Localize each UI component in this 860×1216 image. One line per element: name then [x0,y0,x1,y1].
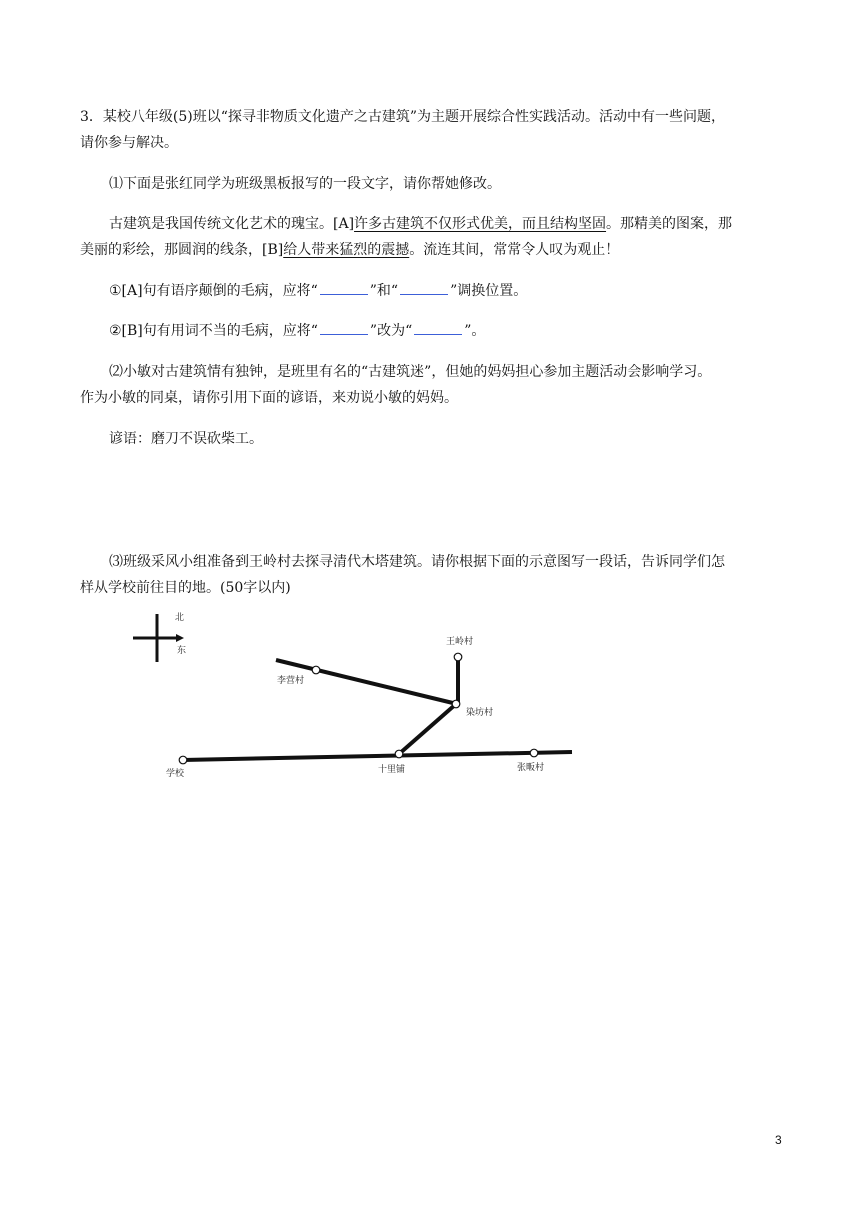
route-map [0,600,860,800]
passage-line-1 [109,215,732,234]
q1-text: ”调换位置。 [450,283,528,299]
q2-text: ②[B]句有用词不当的毛病，应将“ [109,323,318,339]
answer-blank-3[interactable] [320,322,368,335]
part2-line-1: ⑵小敏对古建筑情有独钟，是班里有名的“古建筑迷”，但她的妈妈担心参加主题活动会影响学习。 [109,364,712,380]
q2-text: ”改为“ [369,323,413,339]
stop-school [179,756,187,764]
label-school: 学校 [166,769,185,779]
subquestion-1 [109,282,527,301]
label-liying: 李营村 [277,676,305,686]
proverb: 谚语：磨刀不误砍柴工。 [109,431,263,447]
passage-text: 。那精美的图案，那 [606,216,733,232]
part3-line-2: 样从学校前往目的地。(50字以内) [80,580,291,596]
answer-blank-4[interactable] [414,322,462,335]
answer-blank-2[interactable] [400,282,448,295]
q1-text: ”和“ [369,283,399,299]
intro-line-1: 3．某校八年级(5)班以“探寻非物质文化遗产之古建筑”为主题开展综合性实践活动。活动中有一些问题， [80,109,726,125]
part3-line-1: ⑶班级采风小组准备到王岭村去探寻清代木塔建筑。请你根据下面的示意图写一段话，告诉同学们怎 [109,554,725,570]
stop-liying [312,666,320,674]
stop-wangling [454,653,462,661]
intro-line-2: 请你参与解决。 [80,135,178,151]
q1-text: ①[A]句有语序颠倒的毛病，应将“ [109,283,318,299]
label-shilipu: 十里铺 [378,765,406,775]
part2-line-2: 作为小敏的同桌，请你引用下面的谚语，来劝说小敏的妈妈。 [80,390,458,406]
passage-line-2 [80,241,619,260]
road-ranfang-shilipu [399,704,456,754]
passage-text: 。流连其间，常常令人叹为观止！ [409,242,620,258]
label-ranfang: 染坊村 [466,708,494,718]
answer-blank-1[interactable] [320,282,368,295]
compass [133,611,186,662]
part1-heading: ⑴下面是张红同学为班级黑板报写的一段文字，请你帮她修改。 [109,176,501,192]
label-zhangfan: 张畈村 [517,763,545,773]
sentence-b-underlined: 给人带来猛烈的震撼 [283,242,410,258]
q2-text: ”。 [464,323,486,339]
stop-zhangfan [530,749,538,757]
stop-shilipu [395,750,403,758]
passage-text: 美丽的彩绘，那圆润的线条，[B] [80,242,284,258]
passage-text: 古建筑是我国传统文化艺术的瑰宝。[A] [109,216,355,232]
road-school-east [183,752,572,760]
label-wangling: 王岭村 [446,637,474,647]
page-number: 3 [775,1133,782,1147]
compass-east-label: 东 [177,646,187,656]
roads [183,657,572,760]
sentence-a-underlined: 许多古建筑不仅形式优美，而且结构坚固 [354,216,607,232]
stop-ranfang [452,700,460,708]
subquestion-2 [109,322,485,341]
compass-north-label: 北 [175,613,185,623]
